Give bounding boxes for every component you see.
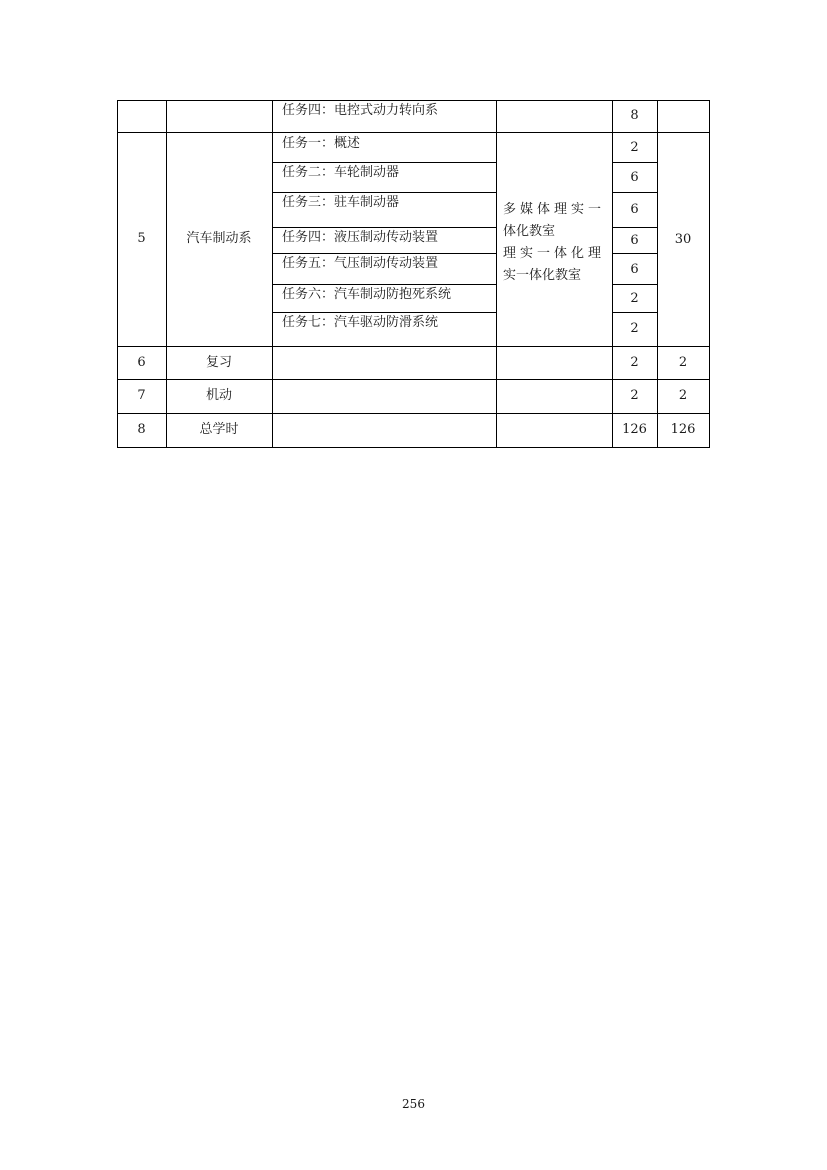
task-hours: 2 bbox=[630, 355, 639, 370]
venue-cell bbox=[503, 199, 607, 287]
venue-line: 实一体化教室 bbox=[503, 268, 582, 283]
table-border-top bbox=[117, 100, 710, 101]
module-name: 复习 bbox=[205, 355, 232, 370]
module-number: 8 bbox=[137, 422, 146, 437]
task-name: 任务二：车轮制动器 bbox=[282, 165, 400, 180]
table-row-divider bbox=[117, 132, 710, 133]
table-border-bottom bbox=[117, 447, 710, 448]
module-total-hours: 126 bbox=[670, 422, 696, 437]
module-number: 7 bbox=[137, 388, 146, 403]
table-row-divider bbox=[612, 162, 657, 163]
task-name: 任务七：汽车驱动防滑系统 bbox=[282, 315, 439, 330]
task-hours: 6 bbox=[630, 233, 639, 248]
table-row-divider bbox=[117, 379, 710, 380]
task-name: 任务一：概述 bbox=[282, 136, 361, 151]
task-name: 任务六：汽车制动防抱死系统 bbox=[282, 287, 452, 302]
module-number: 6 bbox=[137, 355, 146, 370]
table-row-divider bbox=[272, 253, 496, 254]
task-hours: 6 bbox=[630, 262, 639, 277]
module-total-hours: 2 bbox=[678, 388, 688, 403]
module-number: 5 bbox=[137, 231, 146, 246]
venue-line: 理实一体化理 bbox=[503, 246, 606, 261]
module-name: 机动 bbox=[205, 388, 232, 403]
module-total-hours: 2 bbox=[678, 355, 688, 370]
task-name: 任务五：气压制动传动装置 bbox=[282, 256, 439, 271]
table-row-divider bbox=[117, 413, 710, 414]
venue-line: 体化教室 bbox=[503, 224, 556, 239]
module-name: 汽车制动系 bbox=[186, 231, 252, 246]
module-name: 总学时 bbox=[199, 422, 239, 437]
table-row-divider bbox=[612, 253, 657, 254]
task-hours: 2 bbox=[630, 291, 639, 306]
module-total-hours: 30 bbox=[674, 232, 692, 247]
table-row-divider bbox=[272, 227, 496, 228]
table-row-divider bbox=[272, 192, 496, 193]
table-row-divider bbox=[272, 312, 496, 313]
table-row-divider bbox=[612, 227, 657, 228]
task-hours: 8 bbox=[630, 108, 639, 123]
task-hours: 126 bbox=[622, 422, 647, 437]
table-row-divider bbox=[272, 284, 496, 285]
venue-line: 多媒体理实一 bbox=[503, 202, 606, 217]
table-row-divider bbox=[612, 312, 657, 313]
table-row-divider bbox=[612, 284, 657, 285]
task-name: 任务四：电控式动力转向系 bbox=[282, 103, 439, 118]
task-hours: 6 bbox=[630, 202, 639, 217]
page-number: 256 bbox=[402, 1097, 425, 1111]
table-row-divider bbox=[612, 192, 657, 193]
task-name: 任务三：驻车制动器 bbox=[282, 195, 400, 210]
table-row-divider bbox=[117, 346, 710, 347]
task-hours: 6 bbox=[630, 170, 639, 185]
task-hours: 2 bbox=[630, 140, 639, 155]
task-hours: 2 bbox=[630, 321, 639, 336]
task-hours: 2 bbox=[630, 388, 639, 403]
table-column-divider bbox=[272, 100, 273, 448]
table-row-divider bbox=[272, 162, 496, 163]
table-border-right bbox=[709, 100, 710, 448]
table-column-divider bbox=[496, 100, 497, 448]
task-name: 任务四：液压制动传动装置 bbox=[282, 230, 439, 245]
